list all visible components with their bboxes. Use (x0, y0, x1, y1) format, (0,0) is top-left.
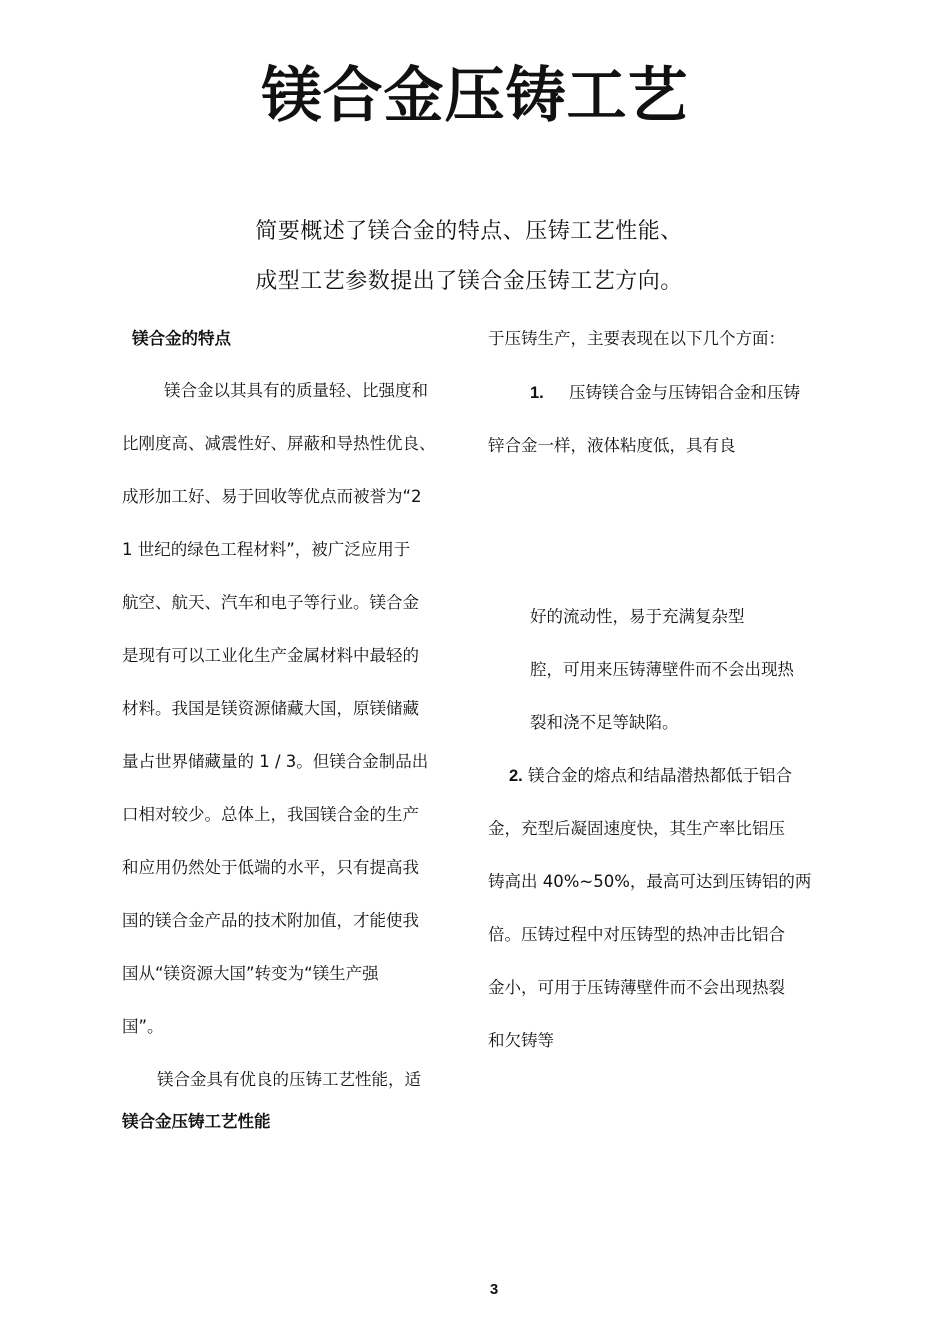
page-number: 3 (489, 1281, 499, 1298)
list-item-line: 和欠铸等 (488, 1031, 554, 1050)
list-item-line: 腔，可用来压铸薄壁件而不会出现热 (530, 660, 794, 679)
paragraph-line: 于压铸生产，主要表现在以下几个方面： (488, 329, 785, 348)
paragraph-line: 和应用仍然处于低端的水平，只有提高我 (122, 858, 419, 877)
paragraph-line: 国”。 (122, 1017, 164, 1036)
paragraph-line: 量占世界储藏量的 1 / 3。但镁合金制品出 (122, 752, 429, 771)
subtitle-line-2: 成型工艺参数提出了镁合金压铸工艺方向。 (255, 269, 683, 294)
subtitle-line-1: 简要概述了镁合金的特点、压铸工艺性能、 (255, 219, 683, 244)
paragraph-line: 国的镁合金产品的技术附加值，才能使我 (122, 911, 419, 930)
paragraph-line: 比刚度高、减震性好、屏蔽和导热性优良、 (122, 434, 436, 453)
paragraph-line: 是现有可以工业化生产金属材料中最轻的 (122, 646, 419, 665)
paragraph-line: 1 世纪的绿色工程材料”，被广泛应用于 (122, 540, 411, 559)
paragraph-line: 材料。我国是镁资源储藏大国，原镁储藏 (122, 699, 419, 718)
section-heading-features: 镁合金的特点 (132, 329, 231, 348)
paragraph-line: 镁合金以其具有的质量轻、比强度和 (164, 381, 428, 400)
list-number: 2. (509, 767, 523, 785)
paragraph-line: 镁合金具有优良的压铸工艺性能，适 (157, 1070, 421, 1089)
list-item-line: 金，充型后凝固速度快，其生产率比铝压 (488, 819, 785, 838)
list-item-line: 镁合金的熔点和结晶潜热都低于铝合 (528, 766, 792, 785)
list-item-line: 倍。压铸过程中对压铸型的热冲击比铝合 (488, 925, 785, 944)
paragraph-line: 国从“镁资源大国”转变为“镁生产强 (122, 964, 379, 983)
paragraph-line: 航空、航天、汽车和电子等行业。镁合金 (122, 593, 419, 612)
document-title: 镁合金压铸工艺 (261, 61, 689, 131)
list-item-line: 裂和浇不足等缺陷。 (530, 713, 679, 732)
list-item-line: 金小，可用于压铸薄壁件而不会出现热裂 (488, 978, 785, 997)
list-item-line: 铸高出 40%~50%，最高可达到压铸铝的两 (488, 872, 812, 891)
list-item-line: 压铸镁合金与压铸铝合金和压铸 (569, 383, 800, 402)
list-item-line: 锌合金一样，液体粘度低，具有良 (488, 436, 736, 455)
section-heading-performance: 镁合金压铸工艺性能 (122, 1112, 271, 1131)
list-item-line: 好的流动性，易于充满复杂型 (530, 607, 745, 626)
list-number: 1. (530, 384, 544, 402)
paragraph-line: 成形加工好、易于回收等优点而被誉为“2 (122, 487, 422, 506)
paragraph-line: 口相对较少。总体上，我国镁合金的生产 (122, 805, 419, 824)
